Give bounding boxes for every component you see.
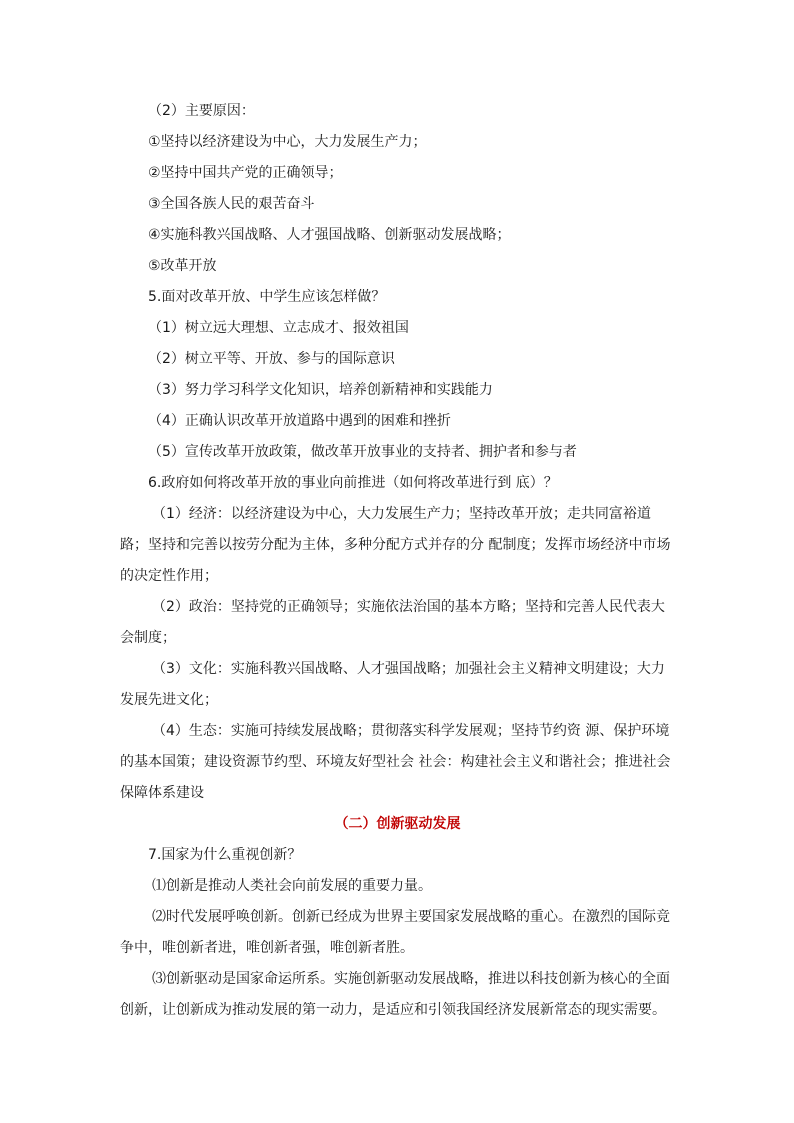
reason-item: ②坚持中国共产党的正确领导；: [148, 165, 343, 181]
q6-item-politics: （2）政治：坚持党的正确领导；实施依法治国的基本方略；坚持和完善人民代表大会制度；: [120, 599, 665, 646]
q7-item: ⑵时代发展呼唤创新。创新已经成为世界主要国家发展战略的重心。在激烈的国际竞争中，唯创新者进，唯创新者强，唯创新者胜。: [120, 909, 670, 956]
question-7: 7.国家为什么重视创新？: [148, 847, 302, 863]
q6-item-economy: （1）经济：以经济建设为中心，大力发展生产力；坚持改革开放；走共同富裕道路；坚持和完善以按劳分配为主体，多种分配方式并存的分 配制度；发挥市场经济中市场的决定性作用；: [120, 506, 671, 584]
q5-item: （2）树立平等、开放、参与的国际意识: [148, 351, 395, 367]
reasons-heading: （2）主要原因：: [148, 103, 255, 119]
reason-item: ⑤改革开放: [148, 258, 217, 274]
reason-item: ①坚持以经济建设为中心，大力发展生产力；: [148, 134, 427, 150]
section-title: （二）创新驱动发展: [334, 816, 461, 832]
q7-item: ⑶创新驱动是国家命运所系。实施创新驱动发展战略，推进以科技创新为核心的全面创新，让创新成为推动发展的第一动力，是适应和引领我国经济发展新常态的现实需要。: [120, 971, 670, 1018]
q5-item: （1）树立远大理想、立志成才、报效祖国: [148, 320, 409, 336]
document-body: [120, 96, 675, 1026]
reason-item: ③全国各族人民的艰苦奋斗: [148, 196, 315, 212]
question-5: 5.面对改革开放、中学生应该怎样做？: [148, 289, 386, 305]
q5-item: （4）正确认识改革开放道路中遇到的困难和挫折: [148, 413, 451, 429]
q5-item: （5）宣传改革开放政策，做改革开放事业的支持者、拥护者和参与者: [148, 444, 577, 460]
q5-item: （3）努力学习科学文化知识，培养创新精神和实践能力: [148, 382, 493, 398]
q7-item: ⑴创新是推动人类社会向前发展的重要力量。: [152, 878, 432, 894]
q6-item-culture: （3）文化：实施科教兴国战略、人才强国战略；加强社会主义精神文明建设；大力发展先进文化；: [120, 661, 665, 708]
question-6: 6.政府如何将改革开放的事业向前推进（如何将改革进行到 底）？: [148, 475, 558, 491]
q6-item-ecology: （4）生态：实施可持续发展战略；贯彻落实科学发展观；坚持节约资 源、保护环境的基本国策；建设资源节约型、环境友好型社会 社会：构建社会主义和谐社会；推进社会保障体系建设: [120, 723, 671, 801]
reason-item: ④实施科教兴国战略、人才强国战略、创新驱动发展战略；: [148, 227, 511, 243]
